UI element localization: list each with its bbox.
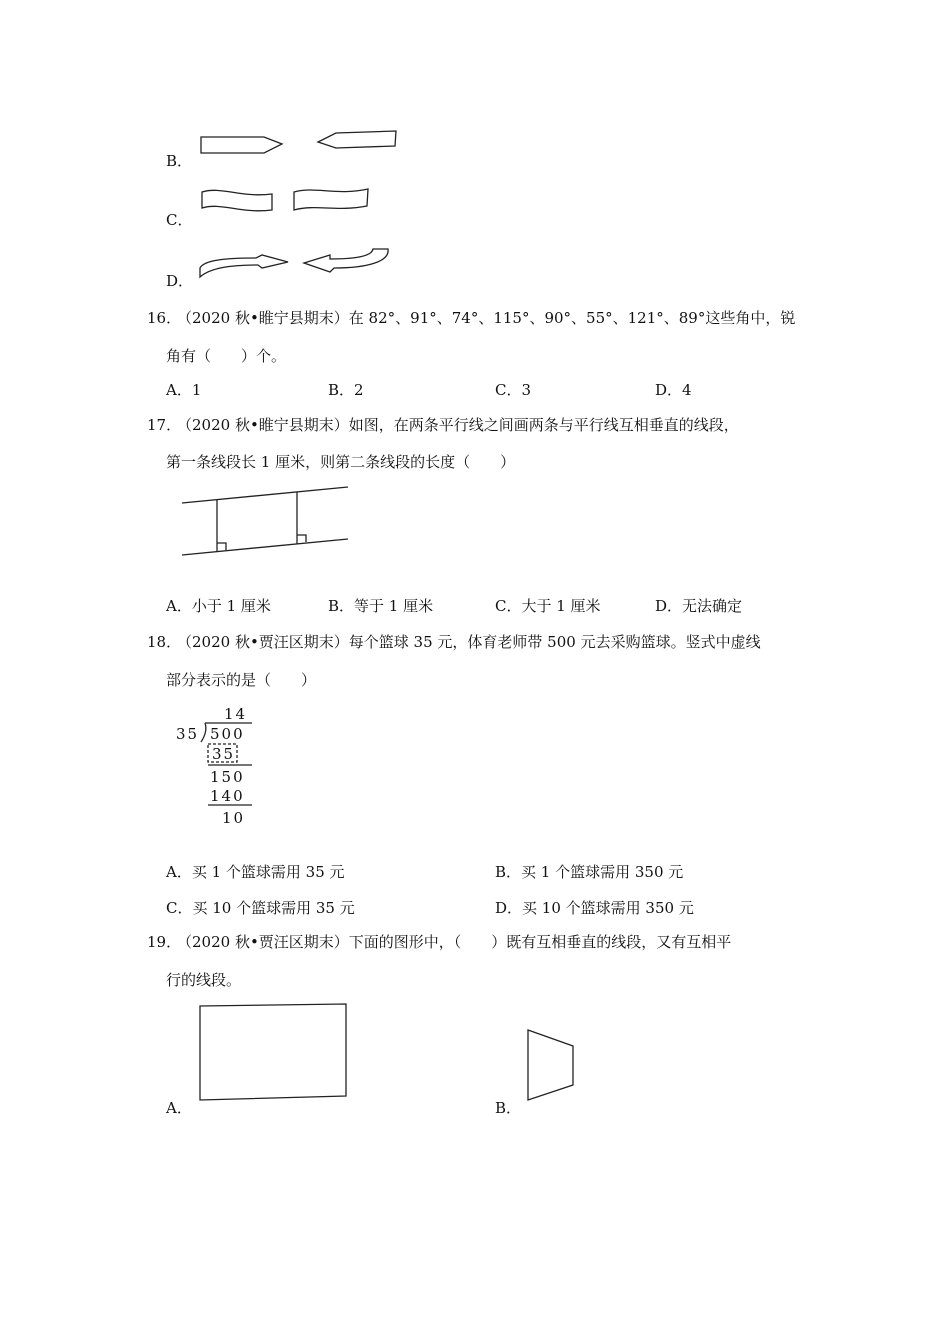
q18-number: 18． xyxy=(147,633,182,651)
q15-option-d-figure xyxy=(196,244,396,280)
q18-long-division-figure xyxy=(172,702,262,830)
q16-option-b[interactable]: B．2 xyxy=(328,381,364,399)
division-quotient: 14 xyxy=(224,705,248,723)
q17-option-c[interactable]: C．大于 1 厘米 xyxy=(495,597,601,615)
q18-stem-line1: （2020 秋•贾汪区期末）每个篮球 35 元，体育老师带 500 元去采购篮球。竖式中虚线 xyxy=(177,633,761,651)
division-step2: 140 xyxy=(210,787,245,805)
division-dividend: 500 xyxy=(210,725,245,743)
division-step1: 35 xyxy=(212,745,236,763)
q18-option-c[interactable]: C．买 10 个篮球需用 35 元 xyxy=(166,899,355,917)
wavy-strip-shape-1 xyxy=(202,190,272,211)
q18-option-d[interactable]: D．买 10 个篮球需用 350 元 xyxy=(495,899,694,917)
q16-option-c[interactable]: C．3 xyxy=(495,381,532,399)
q15-option-d-label: D． xyxy=(166,272,194,290)
division-divisor: 35 xyxy=(176,725,200,743)
q15-option-c-figure xyxy=(196,184,376,218)
division-remainder: 10 xyxy=(222,809,246,827)
wavy-strip-shape-2 xyxy=(294,189,368,210)
curved-left-arrow-shape xyxy=(304,249,388,272)
q16-option-d[interactable]: D．4 xyxy=(655,381,692,399)
right-angle-mark-1 xyxy=(217,543,226,550)
q19-option-a-label[interactable]: A． xyxy=(166,1099,192,1117)
q15-option-c-label: C． xyxy=(166,211,193,229)
q18-option-b[interactable]: B．买 1 个篮球需用 350 元 xyxy=(495,863,684,881)
upper-parallel-line xyxy=(182,487,348,503)
curved-right-arrow-shape xyxy=(200,255,288,277)
q19-option-b-figure xyxy=(524,1026,580,1104)
division-bracket xyxy=(201,723,206,742)
q15-option-b-label: B． xyxy=(166,152,193,170)
q16-stem-line2: 角有（ ）个。 xyxy=(166,347,287,365)
q17-option-d[interactable]: D．无法确定 xyxy=(655,597,743,615)
division-remainder1: 150 xyxy=(210,768,245,786)
q16-option-a[interactable]: A．1 xyxy=(166,381,202,399)
q19-option-a-figure xyxy=(196,1000,352,1104)
q16-stem-line1: （2020 秋•睢宁县期末）在 82°、91°、74°、115°、90°、55°、121°、89°这些角中，锐 xyxy=(177,309,796,327)
left-arrow-shape xyxy=(318,131,396,148)
q19-number: 19． xyxy=(147,933,182,951)
q19-option-b-label[interactable]: B． xyxy=(495,1099,522,1117)
right-arrow-shape xyxy=(201,137,282,153)
q17-option-a[interactable]: A．小于 1 厘米 xyxy=(166,597,271,615)
q18-stem-line2: 部分表示的是（ ） xyxy=(166,671,317,689)
right-angle-mark-2 xyxy=(297,535,306,542)
q19-stem-line2: 行的线段。 xyxy=(166,971,242,989)
trapezoid-shape xyxy=(528,1030,573,1100)
q18-option-a[interactable]: A．买 1 个篮球需用 35 元 xyxy=(166,863,345,881)
q15-option-b-figure xyxy=(196,128,406,158)
rectangle-shape xyxy=(200,1004,346,1100)
lower-parallel-line xyxy=(182,539,348,555)
q17-option-b[interactable]: B．等于 1 厘米 xyxy=(328,597,434,615)
q17-stem-line2: 第一条线段长 1 厘米，则第二条线段的长度（ ） xyxy=(166,453,516,471)
q17-stem-line1: （2020 秋•睢宁县期末）如图，在两条平行线之间画两条与平行线互相垂直的线段， xyxy=(177,416,739,434)
q19-stem-line1: （2020 秋•贾汪区期末）下面的图形中，（ ）既有互相垂直的线段，又有互相平 xyxy=(177,933,732,951)
q17-number: 17． xyxy=(147,416,182,434)
q16-number: 16． xyxy=(147,309,182,327)
q17-parallel-lines-figure xyxy=(178,484,354,560)
